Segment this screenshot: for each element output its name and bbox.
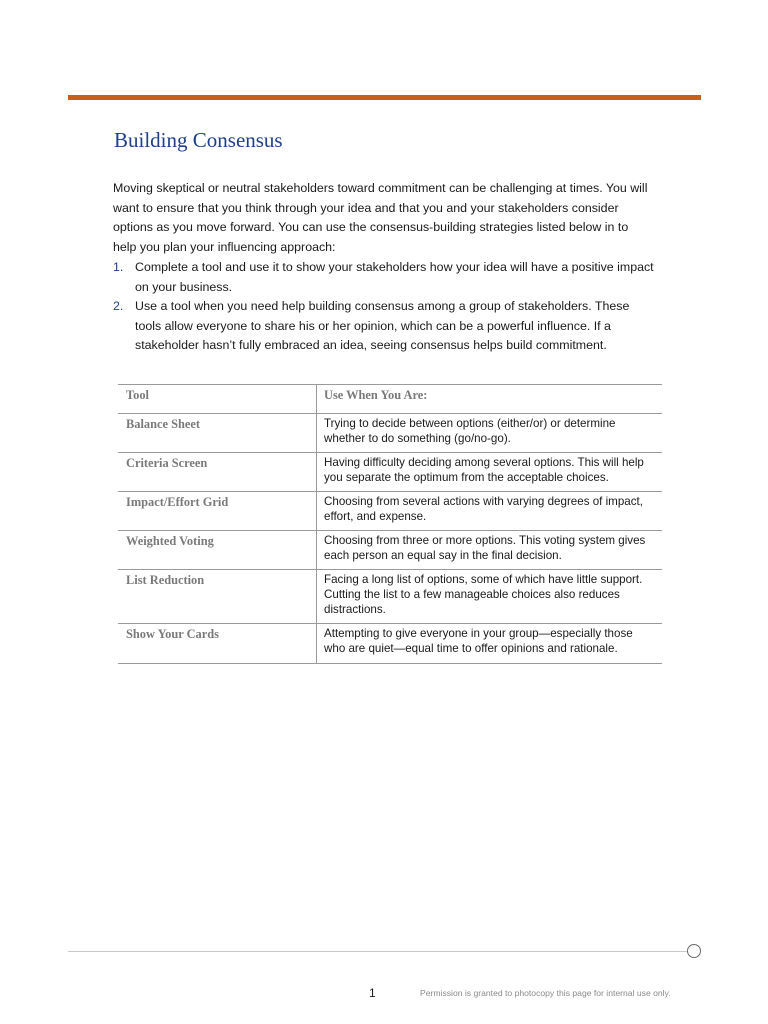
footer-rule	[68, 951, 687, 952]
steps-list	[113, 258, 658, 356]
tool-use-description: Choosing from several actions with varying degrees of impact, effort, and expense.	[317, 492, 663, 531]
tool-use-description: Having difficulty deciding among several options. This will help you separate the optimum from the acceptable choices.	[317, 453, 663, 492]
table-row	[118, 492, 662, 531]
tool-use-description: Choosing from three or more options. This voting system gives each person an equal say in the final decision.	[317, 531, 663, 570]
table-header-row	[118, 385, 662, 414]
footer-circle-ornament	[687, 944, 701, 958]
tools-table	[118, 384, 662, 664]
tool-name: Weighted Voting	[118, 531, 317, 570]
step-text: Use a tool when you need help building consensus among a group of stakeholders. These tools allow everyone to share his or her opinion, which can be a powerful influence. If a stakeholder hasn’t fully embraced an idea, seeing consensus helps build commitment.	[135, 299, 630, 352]
list-item	[113, 297, 658, 356]
column-header-use-when: Use When You Are:	[317, 385, 663, 414]
tool-name: List Reduction	[118, 570, 317, 624]
table-row	[118, 570, 662, 624]
step-text: Complete a tool and use it to show your stakeholders how your idea will have a positive impact on your business.	[135, 260, 654, 294]
list-item	[113, 258, 658, 297]
intro-paragraph: Moving skeptical or neutral stakeholders toward commitment can be challenging at times. You will want to ensure that you think through your idea and that you and your stakeholders consider options as you move forward. You can use the consensus-building strategies listed below in to help you plan your influencing approach:	[113, 181, 648, 254]
permission-notice: Permission is granted to photocopy this page for internal use only.	[420, 988, 671, 998]
page-title: Building Consensus	[114, 128, 283, 152]
tool-name: Show Your Cards	[118, 624, 317, 664]
page-number: 1	[369, 986, 376, 1000]
table-row	[118, 624, 662, 664]
table-row	[118, 531, 662, 570]
tool-use-description: Trying to decide between options (either/or) or determine whether to do something (go/no-go).	[317, 414, 663, 453]
tool-name: Balance Sheet	[118, 414, 317, 453]
table-row	[118, 414, 662, 453]
tool-name: Criteria Screen	[118, 453, 317, 492]
tool-name: Impact/Effort Grid	[118, 492, 317, 531]
table-row	[118, 453, 662, 492]
step-number: 2.	[113, 299, 124, 313]
top-accent-rule	[68, 95, 701, 100]
tool-use-description: Facing a long list of options, some of which have little support. Cutting the list to a few manageable choices also reduces distractions.	[317, 570, 663, 624]
step-number: 1.	[113, 260, 124, 274]
column-header-tool: Tool	[118, 385, 317, 414]
tool-use-description: Attempting to give everyone in your group—especially those who are quiet—equal time to offer opinions and rationale.	[317, 624, 663, 664]
